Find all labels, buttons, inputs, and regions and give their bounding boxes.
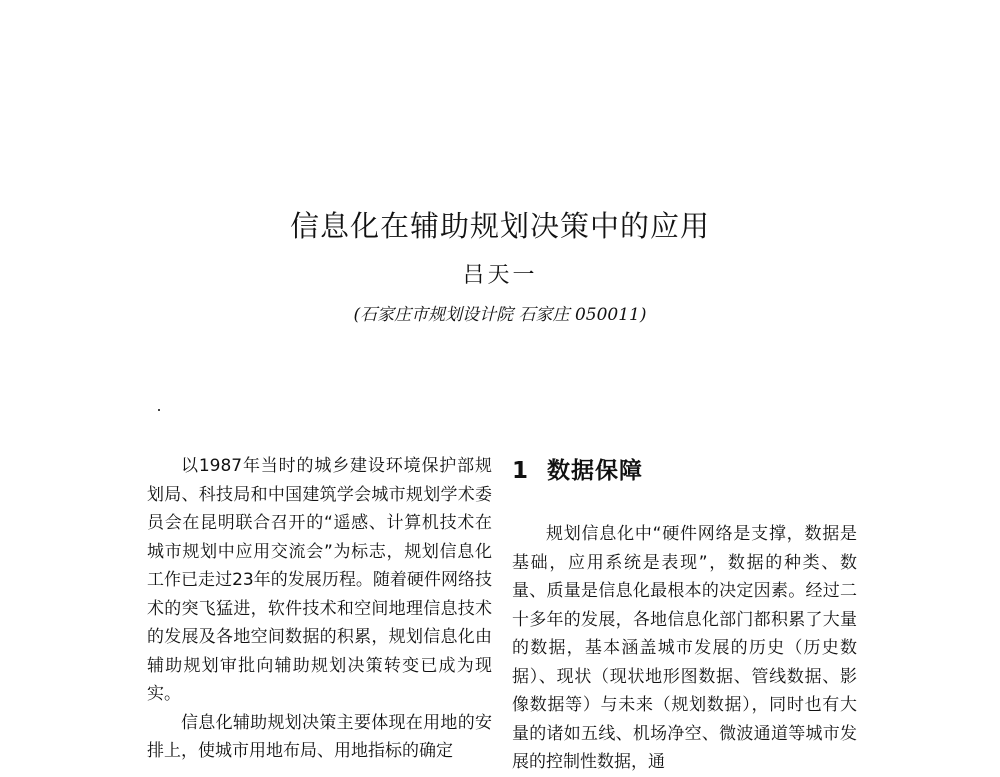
scan-speck xyxy=(158,409,160,411)
paper-title: 信息化在辅助规划决策中的应用 xyxy=(289,209,710,243)
paper-author: 吕天一 xyxy=(462,263,538,288)
paper-affiliation: (石家庄市规划设计院 石家庄 050011) xyxy=(353,305,647,325)
section-heading xyxy=(512,452,643,485)
section-title: 数据保障 xyxy=(547,458,644,484)
right-paragraph-1: 规划信息化中“硬件网络是支撑，数据是基础，应用系统是表现”，数据的种类、数量、质量是信息化最根本的决定因素。经过二十多年的发展，各地信息化部门都积累了大量的数据，基本涵盖城市发展的历史（历史数据）、现状（现状地形图数据、管线数据、影像数据等）与未来（规划数据），同时也有大量的诸如五线、机场净空、微波通道等城市发展的控制性数据，通 xyxy=(512,524,857,772)
section-number: 1 xyxy=(512,458,530,484)
right-column xyxy=(512,520,857,777)
left-column xyxy=(147,452,492,766)
left-paragraph-1: 以1987年当时的城乡建设环境保护部规划局、科技局和中国建筑学会城市规划学术委员会在昆明联合召开的“遥感、计算机技术在城市规划中应用交流会”为标志，规划信息化工作已走过23年的发展历程。随着硬件网络技术的突飞猛进，软件技术和空间地理信息技术的发展及各地空间数据的积累，规划信息化由辅助规划审批向辅助规划决策转变已成为现实。 xyxy=(147,456,492,704)
left-paragraph-2: 信息化辅助规划决策主要体现在用地的安排上，使城市用地布局、用地指标的确定 xyxy=(147,712,492,761)
